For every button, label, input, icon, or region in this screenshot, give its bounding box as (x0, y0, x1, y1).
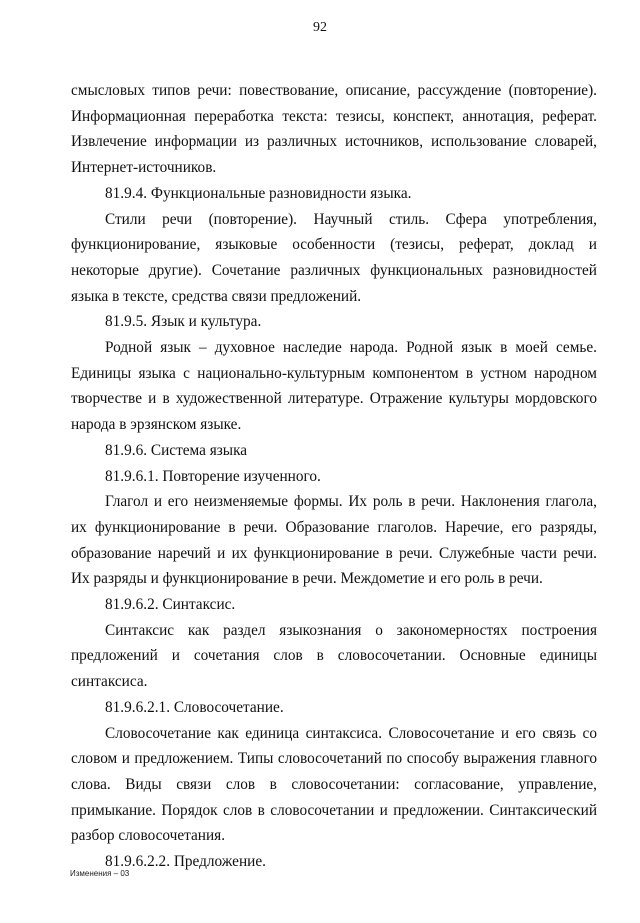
paragraph-continuation: смысловых типов речи: повествование, описание, рассуждение (повторение). Информационная переработка текста: тезисы, конспект, аннотация, реферат. Извлечение информации из различных источников, использование словарей, Интернет-источников. (71, 82, 597, 177)
document-body (71, 78, 597, 875)
paragraph-repetition: Глагол и его неизменяемые формы. Их роль в речи. Наклонения глагола, их функционирование в речи. Образование глаголов. Наречие, его разряды, образование наречий и их функционирование в речи. Служебные части речи. Их разряды и функционирование в речи. Междометие и его роль в речи. (71, 493, 597, 588)
section-heading-81-9-4: 81.9.4. Функциональные разновидности языка. (105, 184, 412, 202)
section-heading-81-9-6-1: 81.9.6.1. Повторение изученного. (105, 467, 321, 485)
paragraph-word-combination: Словосочетание как единица синтаксиса. Словосочетание и его связь со словом и предложением. Типы словосочетаний по способу выражения главного слова. Виды связи слов в словосочетании: согласование, управление, примыкание. Порядок слов в словосочетании и предложении. Синтаксический разбор словосочетания. (71, 724, 597, 845)
paragraph-functional-varieties: Стили речи (повторение). Научный стиль. Сфера употребления, функционирование, языковые особенности (тезисы, реферат, доклад и некоторые другие). Сочетание различных функциональных разновидностей языка в тексте, средства связи предложений. (71, 210, 597, 305)
section-heading-81-9-6-2: 81.9.6.2. Синтаксис. (105, 596, 236, 614)
page-number: 92 (313, 20, 327, 35)
section-heading-81-9-6-2-1: 81.9.6.2.1. Словосочетание. (105, 698, 284, 716)
section-heading-81-9-6-2-2: 81.9.6.2.2. Предложение. (105, 853, 266, 871)
section-heading-81-9-6: 81.9.6. Система языка (105, 441, 248, 459)
section-heading-81-9-5: 81.9.5. Язык и культура. (105, 313, 262, 331)
revision-footer: Изменения – 03 (70, 869, 130, 878)
paragraph-language-culture: Родной язык – духовное наследие народа. Родной язык в моей семье. Единицы языка с национально-культурным компонентом в устном народном творчестве и в художественной литературе. Отражение культуры мордовского народа в эрзянском языке. (71, 339, 597, 434)
paragraph-syntax: Синтаксис как раздел языкознания о закономерностях построения предложений и сочетания слов в словосочетании. Основные единицы синтаксиса. (71, 621, 597, 691)
